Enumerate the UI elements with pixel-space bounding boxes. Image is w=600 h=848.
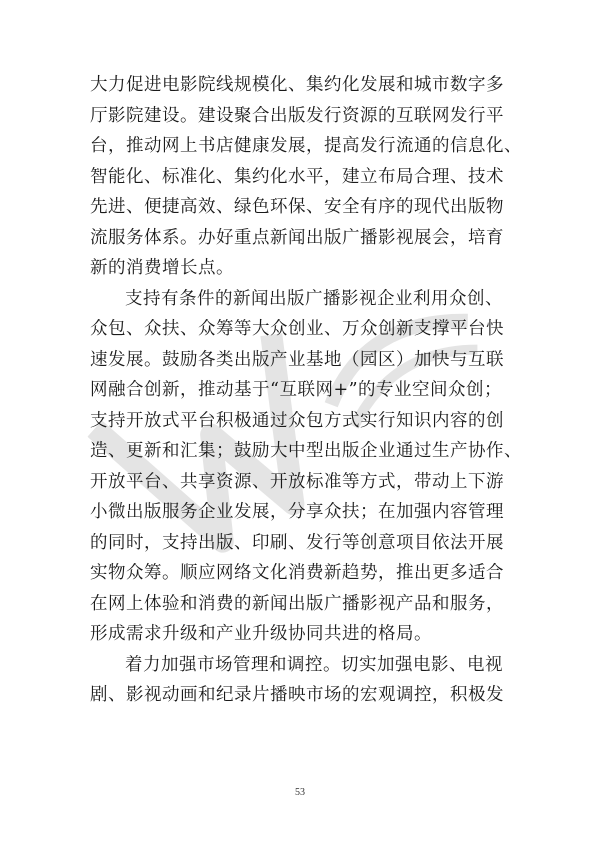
text-line: 形成需求升级和产业升级协同共进的格局。 — [90, 624, 432, 644]
page-number: 53 — [295, 787, 305, 798]
text-line: 剧、影视动画和纪录片播映市场的宏观调控，积极发 — [90, 685, 504, 705]
text-line: 的同时，支持出版、印刷、发行等创意项目依法开展 — [90, 532, 504, 553]
text-line: 大力促进电影院线规模化、集约化发展和城市数字多 — [90, 75, 504, 95]
text-line: 在网上体验和消费的新闻出版广播影视产品和服务， — [90, 593, 504, 614]
text-line: 新的消费增长点。 — [90, 258, 234, 278]
text-line: 厅影院建设。建设聚合出版发行资源的互联网发行平 — [90, 105, 504, 126]
text-line: 众包、众扶、众筹等大众创业、万众创新支撑平台快 — [90, 319, 504, 339]
text-line: 智能化、标准化、集约化水平，建立布局合理、技术 — [90, 166, 504, 187]
text-line: 台，推动网上书店健康发展，提高发行流通的信息化、 — [90, 136, 522, 156]
text-line: 流服务体系。办好重点新闻出版广播影视展会，培育 — [90, 227, 504, 248]
paragraph — [90, 284, 520, 650]
text-line: 着力加强市场管理和调控。切实加强电影、电视 — [125, 654, 503, 675]
text-line: 支持开放式平台积极通过众包方式实行知识内容的创 — [90, 410, 504, 431]
text-line: 支持有条件的新闻出版广播影视企业利用众创、 — [125, 288, 503, 309]
paragraph — [90, 70, 520, 284]
paragraph — [90, 650, 520, 711]
text-line: 实物众筹。顺应网络文化消费新趋势，推出更多适合 — [90, 563, 504, 583]
text-line: 开放平台、共享资源、开放标准等方式，带动上下游 — [90, 471, 504, 492]
text-line: 造、更新和汇集；鼓励大中型出版企业通过生产协作、 — [90, 441, 522, 461]
document-body — [90, 70, 520, 711]
text-line: 速发展。鼓励各类出版产业基地（园区）加快与互联 — [90, 349, 504, 370]
text-line: 小微出版服务企业发展，分享众扶；在加强内容管理 — [90, 502, 504, 522]
text-line: 先进、便捷高效、绿色环保、安全有序的现代出版物 — [90, 197, 504, 217]
text-line: 网融合创新，推动基于“互联网+”的专业空间众创； — [90, 380, 503, 400]
